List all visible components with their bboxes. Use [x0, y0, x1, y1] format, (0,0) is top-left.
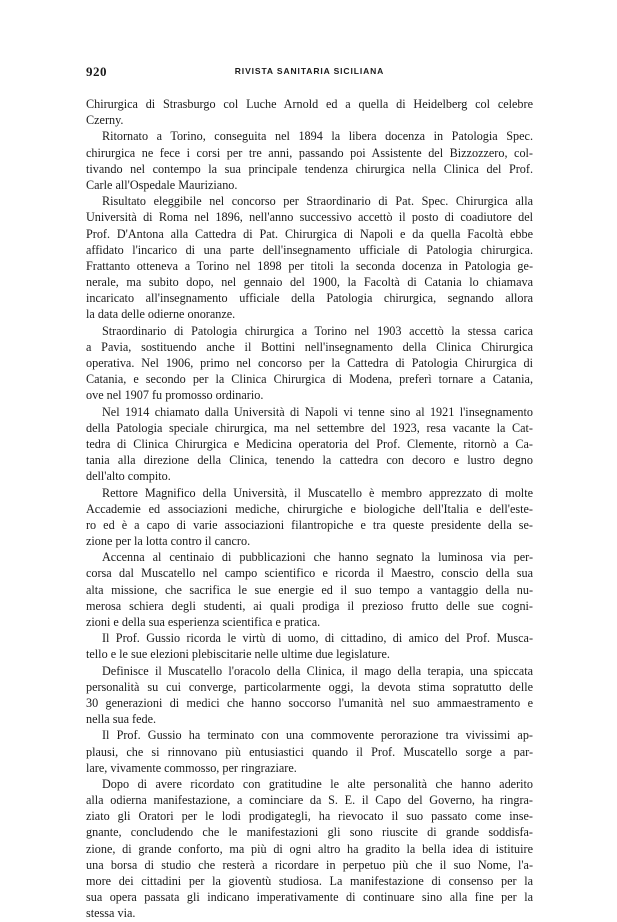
- text-line: Università di Roma nel 1896, nell'anno successivo accettò il posto di coadiutore del: [86, 210, 533, 225]
- text-line: zione per la lotta contro il cancro.: [86, 534, 251, 549]
- page-number: 920: [86, 64, 107, 79]
- text-line: Definisce il Muscatello l'oracolo della Clinica, il mago della terapia, una spiccata: [102, 663, 533, 678]
- text-line: Ritornato a Torino, conseguita nel 1894 la libera docenza in Patologia Spec.: [102, 129, 533, 144]
- text-line: affidato l'incarico di una parte dell'insegnamento ufficiale di Patologia chirurgica.: [86, 242, 533, 257]
- text-line: Carle all'Ospedale Mauriziano.: [86, 177, 238, 192]
- text-line: Prof. D'Antona alla Cattedra di Pat. Chirurgica di Napoli e da quella Facoltà ebbe: [86, 226, 533, 241]
- text-line: Catania, e secondo per la Clinica Chirurgica di Modena, preferì tornare a Catania,: [86, 372, 533, 387]
- text-line: lare, vivamente commosso, per ringraziare.: [86, 760, 297, 775]
- text-line: Rettore Magnifico della Università, il Muscatello è membro apprezzato di molte: [102, 485, 533, 500]
- text-line: Nel 1914 chiamato dalla Università di Napoli vi tenne sino al 1921 l'insegnamento: [102, 404, 533, 419]
- paragraph: [86, 485, 533, 550]
- text-line: operativa. Nel 1906, primo nel concorso per la Cattedra di Patologia Chirurgica di: [86, 356, 533, 370]
- text-line: Straordinario di Patologia chirurgica a Torino nel 1903 accettò la stessa carica: [102, 323, 533, 338]
- text-line: nerale, ma subito dopo, nel gennaio del 1900, la Facoltà di Catania lo chiamava: [86, 275, 533, 290]
- paragraph: [86, 663, 533, 728]
- text-line: more dei cittadini per la gioventù studiosa. La manifestazione di consenso per la: [86, 874, 533, 888]
- text-line: tello e le sue elezioni plebiscitarie nelle ultime due legislature.: [86, 647, 390, 662]
- paragraph: [86, 404, 533, 485]
- text-line: nella sua fede.: [86, 712, 157, 727]
- text-line: gnante, concludendo che le manifestazioni gli sono riuscite di grande soddisfa-: [86, 825, 533, 840]
- text-line: ziato gli Oratori per le lodi prodigategli, ha rievocato il suo passato come inse-: [86, 809, 533, 824]
- text-line: Accademie ed associazioni mediche, chirurgiche e biologiche dell'Italia e dell'este-: [86, 501, 533, 516]
- text-line: Dopo di avere ricordato con gratitudine le alte personalità che hanno aderito: [102, 776, 533, 791]
- text-line: Chirurgica di Strasburgo col Luche Arnold ed a quella di Heidelberg col celebre: [86, 97, 533, 111]
- text-line: Accenna al centinaio di pubblicazioni che hanno segnato la luminosa via per-: [102, 550, 533, 565]
- paragraph: [86, 128, 533, 193]
- text-line: Risultato eleggibile nel concorso per Straordinario di Pat. Spec. Chirurgica alla: [102, 194, 533, 209]
- text-line: dell'alto compito.: [86, 469, 171, 484]
- paragraph: [86, 549, 533, 630]
- text-line: chirurgica ne fece i corsi per tre anni, passando poi Assistente del Bizzozzero, col-: [86, 145, 533, 160]
- text-line: stessa via.: [86, 906, 136, 921]
- text-line: alta missione, che sacrifica le sue energie ed il suo tempo a vantaggio della nu-: [86, 582, 533, 597]
- text-line: la data delle odierne onoranze.: [86, 307, 236, 322]
- text-line: tania alla direzione della Clinica, tenendo la cattedra con decoro e lustro degno: [86, 453, 533, 468]
- text-line: personalità su cui converge, particolarmente oggi, la devota stima sopratutto delle: [86, 679, 533, 694]
- article-body: [86, 96, 533, 922]
- text-line: 30 generazioni di medici che hanno soccorso l'umanità nel suo ammaestramento e: [86, 695, 533, 710]
- paragraph: [86, 630, 533, 662]
- paragraph: [86, 193, 533, 323]
- text-line: zioni e della sua esperienza scientifica e pratica.: [86, 615, 321, 629]
- text-line: Czerny.: [86, 113, 124, 128]
- paragraph: [86, 323, 533, 404]
- text-line: zione, di grande conforto, ma più di ogni altro ha gradito la bella idea di istituire: [86, 841, 533, 856]
- text-line: corsa dal Muscatello nel campo scientifico e ricorda il Maestro, conscio della sua: [86, 566, 533, 581]
- text-line: incaricato all'insegnamento ufficiale della Patologia chirurgica, segnando allora: [86, 291, 533, 306]
- text-line: Frattanto otteneva a Torino nel 1898 per titoli la seconda docenza in Patologia ge-: [86, 258, 533, 273]
- running-title: RIVISTA SANITARIA SICILIANA: [234, 66, 385, 76]
- text-line: tivando nel contempo la sua principale tendenza chirurgica nella Clinica del Prof.: [86, 161, 533, 176]
- text-line: ro ed è a capo di varie associazioni filantropiche e tra queste presidente della se-: [86, 517, 533, 532]
- text-line: a Pavia, sostituendo anche il Bottini nell'insegnamento della Clinica Chirurgica: [86, 339, 533, 354]
- text-line: ove nel 1907 fu promosso ordinario.: [86, 388, 264, 403]
- text-line: alla odierna manifestazione, a cominciare da S. E. il Capo del Governo, ha ringra-: [86, 793, 533, 808]
- paragraph: [86, 727, 533, 776]
- text-line: sua opera passata gli indicano imperativamente di continuare sino alla fine per la: [86, 890, 533, 905]
- text-line: una borsa di studio che resterà a ricordare in perpetuo più che il suo Nome, l'a-: [86, 857, 533, 872]
- text-line: Il Prof. Gussio ricorda le virtù di uomo, di cittadino, di amico del Prof. Musca-: [102, 631, 533, 646]
- text-line: tedra di Clinica Chirurgica e Medicina operatoria del Prof. Clemente, ritornò a Ca-: [86, 436, 533, 451]
- text-line: plausi, che si rinnovano più entusiastici quando il Prof. Muscatello sorge a par-: [86, 744, 533, 759]
- text-line: Il Prof. Gussio ha terminato con una commovente perorazione tra vivissimi ap-: [102, 728, 533, 743]
- text-line: merosa schiera degli studenti, ai quali prodiga il prezioso frutto delle sue cogni-: [86, 598, 533, 613]
- page-header: [86, 64, 533, 84]
- text-line: della Patologia speciale chirurgica, ma nel settembre del 1923, resa vacante la Cat-: [86, 420, 533, 435]
- paragraph: [86, 96, 533, 128]
